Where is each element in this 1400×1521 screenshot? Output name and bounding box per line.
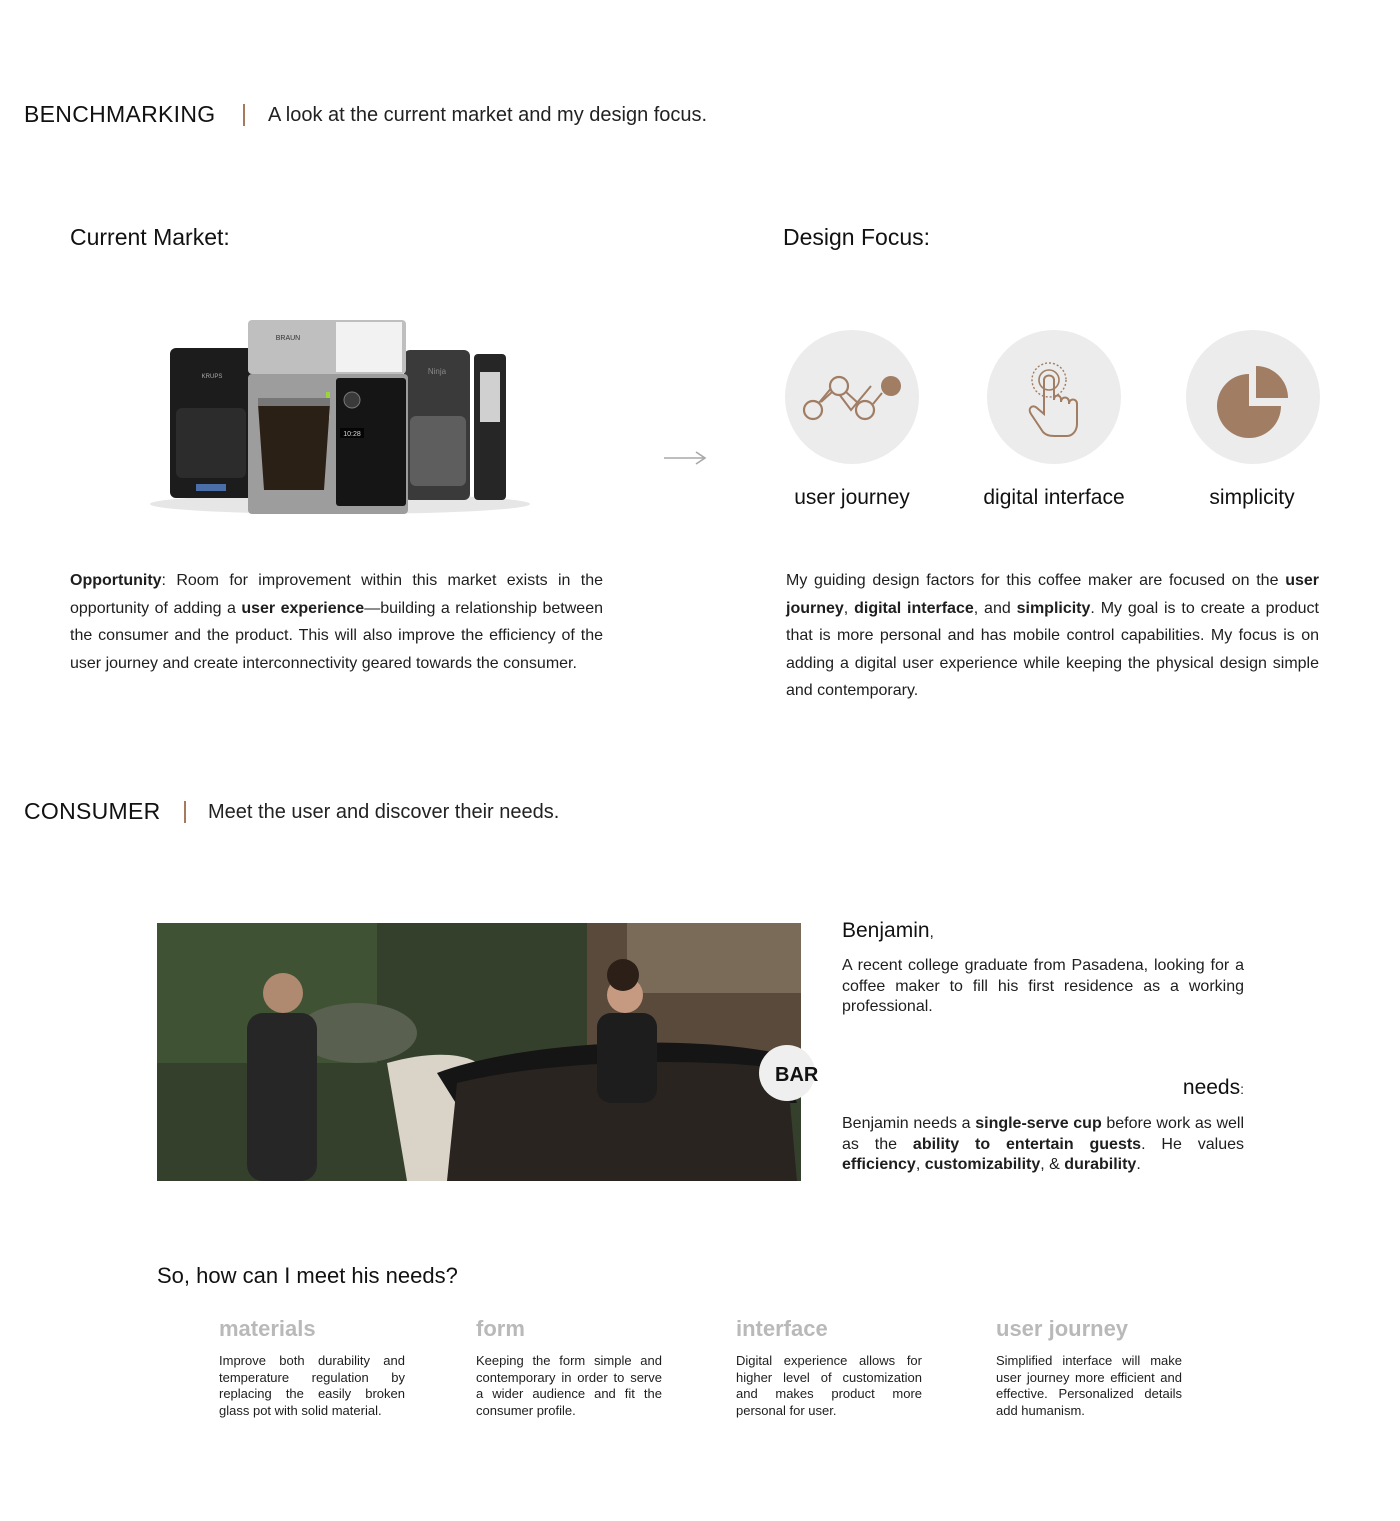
pie-chart-icon xyxy=(1186,330,1320,464)
persona-name xyxy=(842,919,934,943)
needs-text: , & xyxy=(1040,1156,1065,1173)
user-journey-icon xyxy=(785,330,919,464)
focus-label-digital-interface: digital interface xyxy=(983,486,1125,509)
needs-text: Benjamin needs a xyxy=(842,1115,976,1132)
section-divider xyxy=(243,104,245,126)
category-title-form: form xyxy=(476,1316,525,1341)
arrow-right-icon xyxy=(662,449,710,467)
focus-circle-user-journey xyxy=(785,330,919,464)
section-divider xyxy=(184,801,186,823)
needs-paragraph xyxy=(842,1114,1244,1176)
focus-text: My guiding design factors for this coffee maker are focused on the xyxy=(786,572,1286,589)
category-title-user-journey: user journey xyxy=(996,1316,1129,1341)
focus-label-user-journey: user journey xyxy=(794,486,910,509)
needs-highlight: efficiency xyxy=(842,1156,916,1173)
touch-hand-icon xyxy=(987,330,1121,464)
focus-highlight-simplicity: simplicity xyxy=(1016,599,1091,617)
opportunity-highlight: user experience xyxy=(241,599,365,617)
braun-machine xyxy=(248,320,408,514)
category-title-interface: interface xyxy=(736,1316,828,1341)
bar-sign-text: BAR xyxy=(775,1064,819,1086)
category-text-form: Keeping the form simple and contemporary in order to serve a wider audience and fit the consumer profile. xyxy=(476,1353,662,1418)
focus-text: , xyxy=(843,599,855,617)
focus-circle-digital-interface xyxy=(987,330,1121,464)
ninja-brand: Ninja xyxy=(427,367,447,376)
question-heading: So, how can I meet his needs? xyxy=(157,1263,458,1288)
category-text-interface: Digital experience allows for higher level of customization and makes product more personal for user. xyxy=(736,1353,922,1418)
persona-name-text: Benjamin xyxy=(842,919,930,942)
focus-text: , and xyxy=(973,599,1017,617)
needs-highlight: single-serve cup xyxy=(975,1115,1102,1132)
opportunity-paragraph xyxy=(70,567,603,677)
focus-label-simplicity: simplicity xyxy=(1209,486,1295,509)
needs-text: before work as well as the xyxy=(842,1115,1245,1153)
current-market-heading: Current Market: xyxy=(70,224,230,250)
krups-brand: KRUPS xyxy=(201,374,223,380)
consumer-subtitle: Meet the user and discover their needs. xyxy=(208,801,560,823)
needs-text: , xyxy=(915,1156,925,1173)
category-title-materials: materials xyxy=(219,1316,316,1341)
ninja-machine xyxy=(404,350,506,500)
opportunity-text-end: —building a relationship between the consumer and the product. This will also improve the efficiency of the user journey and create interconnectivity geared towards the consumer. xyxy=(70,599,603,672)
needs-highlight: customizability xyxy=(924,1156,1041,1173)
opportunity-label: Opportunity xyxy=(70,572,162,589)
focus-highlight-user-journey: user journey xyxy=(786,572,1319,617)
persona-name-comma: , xyxy=(929,924,934,941)
benchmarking-title: BENCHMARKING xyxy=(24,101,216,127)
braun-display: 10:28 xyxy=(343,431,361,438)
category-text-materials: Improve both durability and temperature regulation by replacing the easily broken glass pot with solid material. xyxy=(219,1353,405,1418)
krups-machine xyxy=(170,348,254,498)
persona-photo xyxy=(157,923,819,1181)
focus-circle-simplicity xyxy=(1186,330,1320,464)
needs-highlight: durability xyxy=(1064,1156,1137,1173)
coffee-makers-image xyxy=(140,312,540,522)
braun-brand: BRAUN xyxy=(275,335,301,342)
category-text-user-journey: Simplified interface will make user journey more efficient and effective. Personalized details add humanism. xyxy=(996,1353,1182,1418)
needs-colon: : xyxy=(1240,1081,1244,1097)
opportunity-text: : Room for improvement within this market exists in the opportunity of adding a xyxy=(70,572,603,617)
needs-text: . He values xyxy=(1141,1135,1245,1153)
needs-heading xyxy=(1170,1076,1244,1100)
benchmarking-subtitle: A look at the current market and my design focus. xyxy=(268,104,708,126)
design-focus-heading: Design Focus: xyxy=(783,224,931,250)
needs-highlight: ability to entertain guests xyxy=(912,1135,1142,1153)
needs-title: needs xyxy=(1182,1076,1241,1099)
needs-text-end: . xyxy=(1136,1156,1141,1173)
focus-text-end: . My goal is to create a product that is more personal and has mobile control capabilities. My focus is on adding a digital user experience while keeping the physical design simple and contemporary. xyxy=(786,599,1320,699)
bar-scene-image xyxy=(157,923,819,1181)
focus-highlight-digital-interface: digital interface xyxy=(854,599,974,617)
consumer-title: CONSUMER xyxy=(24,798,161,824)
design-focus-paragraph xyxy=(786,567,1319,705)
persona-bio: A recent college graduate from Pasadena, looking for a coffee maker to fill his first residence as a working professional. xyxy=(842,957,1244,1015)
